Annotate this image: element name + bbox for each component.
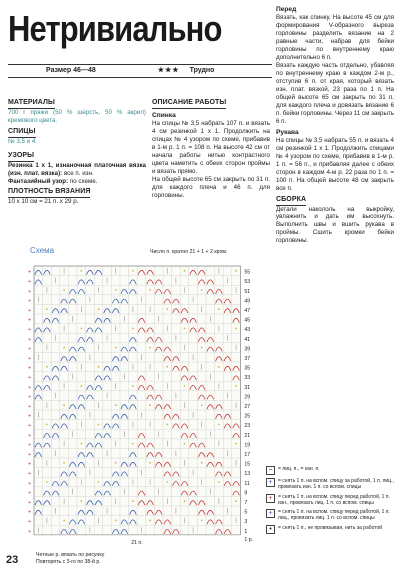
edge-stitch-mark: + — [28, 394, 32, 401]
row-number: 53 — [244, 279, 251, 286]
row-number: 35 — [244, 365, 251, 372]
size-label: Размер 46—48 — [46, 66, 96, 74]
edge-stitch-mark: + — [28, 404, 32, 410]
meta-bar — [8, 64, 272, 78]
sleeve-heading: Рукава — [276, 128, 299, 136]
edge-stitch-mark: + — [28, 346, 32, 353]
legend-symbol: + — [266, 509, 275, 518]
legend-symbol: + — [266, 478, 275, 487]
edge-stitch-mark: + — [28, 288, 32, 295]
front-heading: Перед — [276, 6, 297, 13]
row-number: 7 — [244, 500, 248, 506]
legend-item — [266, 494, 396, 507]
chart-top-note: Число п. кратно 21 + 1 + 2 кром. — [150, 249, 228, 255]
edge-stitch-mark: + — [28, 384, 32, 391]
edge-stitch-mark: + — [28, 279, 32, 286]
patterns-heading: УЗОРЫ — [8, 152, 34, 162]
row-number: 17 — [244, 452, 251, 458]
row-number: 5 — [244, 509, 248, 516]
chart-grid — [8, 256, 270, 561]
edge-stitch-mark: + — [28, 519, 32, 526]
assembly-text: Детали накололь на выкройку, увлажнить и дать им высохнуть. Выполнить швы и вшить рукава в проймы. Сшить кромки бейки горловины. — [276, 205, 394, 245]
edge-stitch-mark: + — [28, 528, 32, 535]
edge-stitch-mark: + — [28, 413, 32, 420]
edge-stitch-mark: + — [28, 509, 32, 516]
assembly-heading: СБОРКА — [276, 196, 306, 206]
row-number: 29 — [244, 394, 251, 401]
row-number: 25 — [244, 413, 251, 420]
legend-item — [266, 509, 396, 522]
row-number: 9 — [244, 490, 248, 497]
density-text: 10 х 10 см = 21 п. х 29 р. — [8, 198, 79, 206]
legend-symbol: • — [266, 525, 275, 534]
row-number: 3 — [244, 519, 248, 526]
edge-stitch-mark: + — [28, 471, 32, 478]
legend-item — [266, 466, 396, 475]
row-number: 49 — [244, 298, 251, 305]
legend-text: = лиц. п., = изн. п. — [278, 466, 320, 472]
knitting-chart — [8, 246, 270, 565]
back-text: На спицы № 3,5 набрать 107 п. и вязать 4 см резинкой 1 х 1. Продолжить на спицах № 4 узором по схеме, прибавив в 1-м р. 1 п. = 108 п. На высоте 42 см от начала работы нитью контрастного цвета наметить с обеих сторон проймы и вязать прямо. — [152, 120, 270, 176]
edge-stitch-mark: + — [28, 269, 32, 276]
legend-item — [266, 525, 396, 534]
row-number: 55 — [244, 269, 251, 276]
legend-item — [266, 478, 396, 491]
row-number: 31 — [244, 384, 251, 391]
row-number: 11 — [244, 480, 250, 487]
row-number: 15 — [244, 461, 251, 468]
difficulty-stars: ★★★ — [157, 66, 180, 74]
legend-text: = снять 1 п. на вспом. спицу за работой, 1 п. лиц., провязать изн. 1 п. со вспом. спицы — [278, 478, 394, 491]
first-row-label: 1 р. — [244, 536, 254, 543]
density-heading: ПЛОТНОСТЬ ВЯЗАНИЯ — [8, 188, 90, 198]
row-number: 33 — [244, 375, 251, 382]
difficulty-label: Трудно — [189, 66, 215, 74]
legend-symbol: − — [266, 466, 275, 475]
row-number: 37 — [244, 356, 251, 362]
row-number: 27 — [244, 404, 251, 410]
chart-footnote-1: Четные р. вязать по рисунку — [36, 552, 105, 558]
description-column — [152, 96, 270, 200]
stitch-count-label: 21 п. — [131, 539, 143, 546]
materials-column — [8, 96, 146, 206]
edge-stitch-mark: + — [28, 442, 32, 449]
edge-stitch-mark: + — [28, 317, 32, 324]
edge-stitch-mark: + — [28, 298, 32, 305]
edge-stitch-mark: + — [28, 356, 32, 362]
edge-stitch-mark: + — [28, 423, 32, 430]
edge-stitch-mark: + — [28, 461, 32, 468]
row-number: 41 — [244, 336, 251, 343]
edge-stitch-mark: + — [28, 452, 32, 458]
legend-text: = снять 1 п., не провязывая, нить за работой — [278, 524, 383, 531]
materials-text: 700 г пряжи (50 % шерсть, 50 % акрил) кремового цвета. — [8, 108, 146, 124]
edge-stitch-mark: + — [28, 336, 32, 343]
row-number: 47 — [244, 308, 251, 314]
legend-text: = снять 1 п. на вспом. спицу перед работой, 1 п. изн., провязать лиц. 1 п. со вспом. спицы — [278, 493, 390, 506]
edge-stitch-mark: + — [28, 375, 32, 382]
row-number: 51 — [244, 288, 251, 295]
row-number: 45 — [244, 317, 251, 324]
legend-symbol: + — [266, 494, 275, 503]
front-text-2: Вязать каждую часть отдельно, убавляя по внутреннему краю в каждом 2-м р., отступив 6 п. от края, который вязать изн. плат. вязкой, 23 раза по 1 п. На общей высоте 65 см закрыть по 31 п. для каждого плеча и довязать вязание 6 п. бейки горловины. Через 11 см закрыть 6 п. — [276, 62, 395, 125]
page-title: Нетривиально — [8, 8, 222, 49]
row-number: 43 — [244, 327, 251, 334]
back-heading: Спинка — [152, 111, 176, 119]
chart-legend — [266, 466, 396, 537]
front-text: Вязать, как спинку. На высоте 45 см для формирования V-образного выреза горловины разделить вязание на 2 равные части, набрав для бейки горловины по внутреннему краю дополнительно 6 п. — [276, 14, 394, 62]
edge-stitch-mark: + — [28, 480, 32, 487]
edge-stitch-mark: + — [28, 432, 32, 439]
needles-heading: СПИЦЫ — [8, 128, 36, 138]
edge-stitch-mark: + — [28, 500, 32, 506]
chart-footnote-2: Повторять с 3-го по 38-й р. — [36, 559, 101, 565]
row-number: 1 — [244, 528, 248, 535]
edge-stitch-mark: + — [28, 327, 32, 334]
materials-heading: МАТЕРИАЛЫ — [8, 99, 55, 109]
needles-text: № 3,5 и 4. — [8, 137, 38, 145]
row-number: 13 — [244, 471, 251, 478]
row-number: 39 — [244, 346, 251, 353]
edge-stitch-mark: + — [28, 308, 32, 314]
edge-stitch-mark: + — [28, 490, 32, 497]
edge-stitch-mark: + — [28, 365, 32, 372]
row-number: 19 — [244, 442, 251, 449]
instructions-column — [276, 6, 394, 245]
rib-pattern: Резинка 1 х 1, изнаночная платочная вязка (изн. плат. вязка): все п. изн. — [8, 161, 146, 177]
row-number: 21 — [244, 432, 251, 439]
fancy-pattern: Фантазийный узор: по схеме. — [8, 177, 98, 185]
page-number: 23 — [6, 554, 19, 566]
chart-title: Схема — [30, 246, 55, 255]
row-number: 23 — [244, 423, 251, 430]
back-text-2: На общей высоте 65 см закрыть по 31 п. для каждого плеча и 46 п. для горловины. — [152, 175, 270, 199]
legend-text: = снять 1 п. на вспом. спицу перед работой, 1 п. лиц., провязать лиц. 1 п. со вспом. спицы — [278, 509, 390, 522]
description-heading: ОПИСАНИЕ РАБОТЫ — [152, 99, 226, 109]
sleeve-text: На спицы № 3,5 набрать 55 п. и вязать 4 см резинкой 1 х 1. Продолжить спицами № 4 узором по схеме, прибавив в 1-м р. 1 п. = 56 п., и прибавляя далее с обеих сторон в каждом 4-м р. 22 раза по 1 п. = 100 п. На общей высоте 48 см закрыть все п. — [276, 137, 394, 192]
